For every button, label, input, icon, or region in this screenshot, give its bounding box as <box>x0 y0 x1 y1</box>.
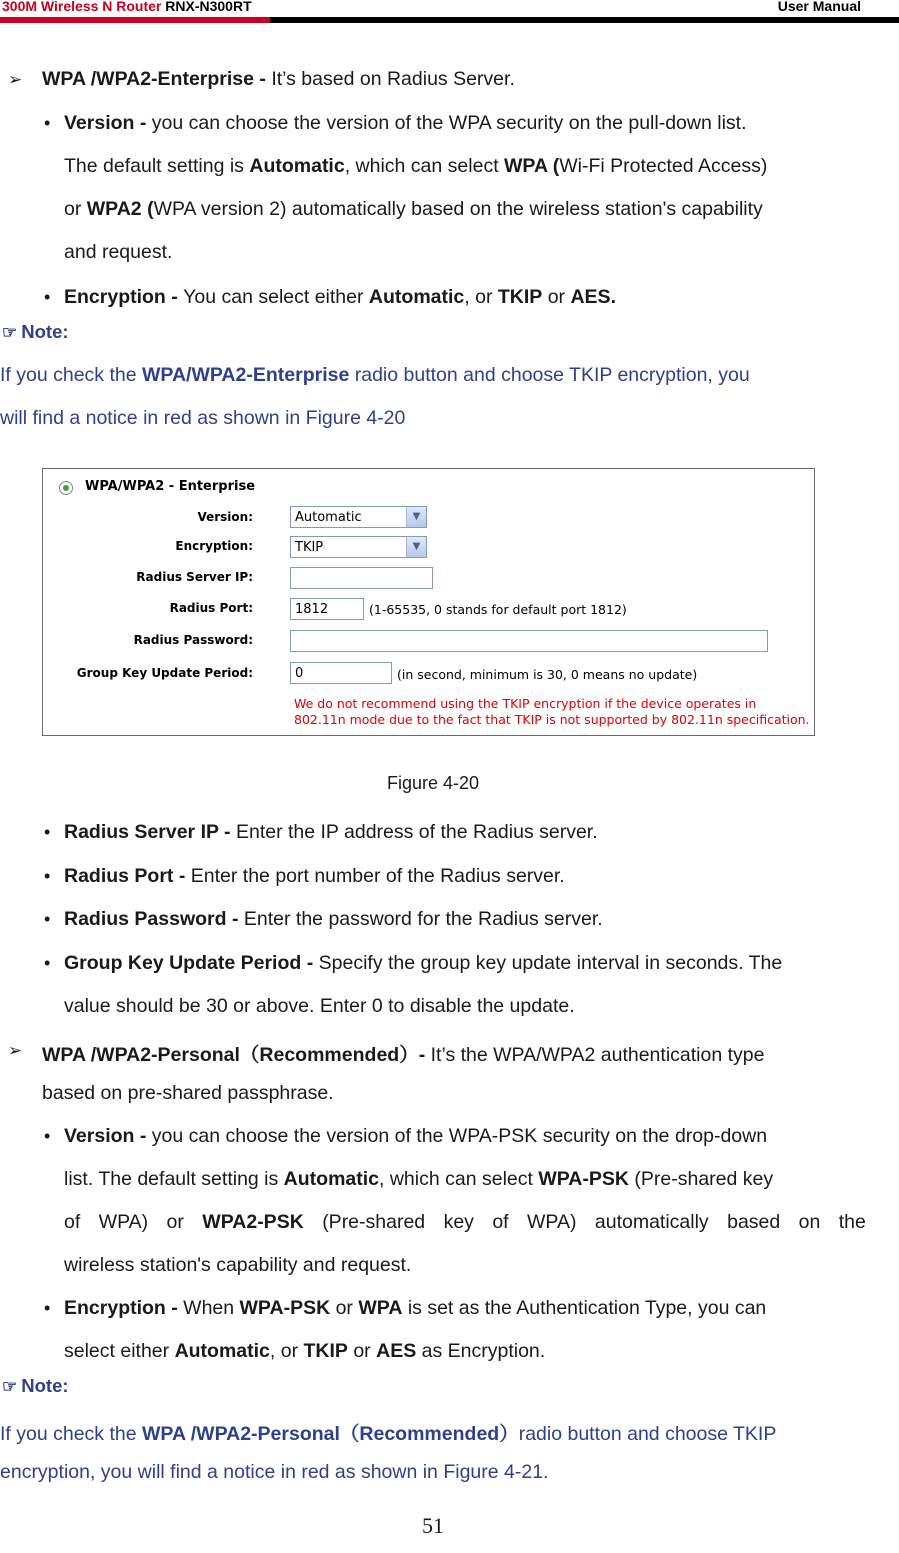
group-key-hint: (in second, minimum is 30, 0 means no update) <box>397 667 698 682</box>
version-para-line1: Version - you can choose the version of the WPA security on the pull-down list. <box>64 112 747 134</box>
wpa-enterprise-radio[interactable] <box>59 481 73 495</box>
header-product: 300M Wireless N Router RNX-N300RT <box>2 0 252 14</box>
radius-password-para: Radius Password - Enter the password for the Radius server. <box>64 908 603 930</box>
page-header <box>0 0 899 24</box>
bullet-icon: • <box>44 1298 51 1318</box>
psk-version-para-line2: list. The default setting is Automatic, which can select WPA-PSK (Pre-shared key <box>64 1168 774 1190</box>
psk-encryption-para-line1: Encryption - When WPA-PSK or WPA is set as the Authentication Type, you can <box>64 1297 767 1319</box>
bullet-icon: • <box>44 953 51 973</box>
figure-title: WPA/WPA2 - Enterprise <box>85 479 256 494</box>
section-heading-personal-line2: based on pre-shared passphrase. <box>42 1082 334 1104</box>
radius-password-label: Radius Password: <box>133 633 253 647</box>
tkip-warning-line2: 802.11n mode due to the fact that TKIP is not supported by 802.11n specification. <box>294 712 810 727</box>
group-key-input[interactable]: 0 <box>290 662 392 684</box>
tkip-warning-line1: We do not recommend using the TKIP encryption if the device operates in <box>294 696 757 711</box>
section-heading-personal: WPA /WPA2-Personal（Recommended）- It’s the WPA/WPA2 authentication type <box>42 1044 765 1066</box>
note-label: ☞ Note: <box>2 1375 69 1396</box>
note-label: ☞ Note: <box>2 321 69 342</box>
header-rule <box>0 17 899 23</box>
encryption-label: Encryption: <box>175 539 253 553</box>
header-manual: User Manual <box>777 0 861 14</box>
bullet-icon: • <box>44 822 51 842</box>
psk-version-para-line4: wireless station's capability and request. <box>64 1254 412 1276</box>
page-number: 51 <box>422 1513 444 1538</box>
bullet-icon: • <box>44 866 51 886</box>
psk-version-para-line3: of WPA) or WPA2-PSK (Pre-shared key of WPA) automatically based on the <box>64 1211 866 1233</box>
version-label: Version: <box>197 510 253 524</box>
bullet-icon: • <box>44 113 51 133</box>
note2-text-line2: encryption, you will find a notice in red as shown in Figure 4-21. <box>0 1461 549 1483</box>
radius-port-hint: (1-65535, 0 stands for default port 1812) <box>369 602 627 617</box>
radius-ip-input[interactable] <box>290 567 433 589</box>
radius-port-para: Radius Port - Enter the port number of the Radius server. <box>64 865 565 887</box>
radius-password-input[interactable] <box>290 630 768 652</box>
arrow-bullet-icon: ➢ <box>8 70 23 89</box>
radius-port-input[interactable]: 1812 <box>290 598 364 620</box>
chevron-down-icon: ▼ <box>406 537 426 557</box>
figure-caption: Figure 4-20 <box>386 773 480 793</box>
radius-ip-para: Radius Server IP - Enter the IP address of the Radius server. <box>64 821 598 843</box>
version-para-line4: and request. <box>64 241 173 263</box>
bullet-icon: • <box>44 287 51 307</box>
psk-version-para-line1: Version - you can choose the version of the WPA-PSK security on the drop-down <box>64 1125 768 1147</box>
group-key-para-line1: Group Key Update Period - Specify the group key update interval in seconds. The <box>64 952 783 974</box>
group-key-para-line2: value should be 30 or above. Enter 0 to disable the update. <box>64 995 575 1017</box>
note-text-line2: will find a notice in red as shown in Figure 4-20 <box>0 407 406 429</box>
bullet-icon: • <box>44 909 51 929</box>
figure-screenshot-enterprise <box>42 468 815 736</box>
encryption-select[interactable]: TKIP ▼ <box>290 536 427 558</box>
bullet-icon: • <box>44 1126 51 1146</box>
chevron-down-icon: ▼ <box>406 507 426 527</box>
encryption-para: Encryption - You can select either Automatic, or TKIP or AES. <box>64 286 616 308</box>
version-para-line3: or WPA2 (WPA version 2) automatically based on the wireless station's capability <box>64 198 763 220</box>
radius-ip-label: Radius Server IP: <box>136 570 253 584</box>
section-heading-enterprise: WPA /WPA2-Enterprise - It’s based on Radius Server. <box>42 68 515 90</box>
group-key-label: Group Key Update Period: <box>76 666 253 680</box>
radius-port-label: Radius Port: <box>169 601 253 615</box>
note2-text-line1: If you check the WPA /WPA2-Personal（Recommended）radio button and choose TKIP <box>0 1423 777 1445</box>
arrow-bullet-icon: ➢ <box>8 1041 23 1060</box>
version-para-line2: The default setting is Automatic, which can select WPA (Wi-Fi Protected Access) <box>64 155 768 177</box>
pointing-hand-icon: ☞ <box>2 1377 18 1396</box>
note-text-line1: If you check the WPA/WPA2-Enterprise radio button and choose TKIP encryption, you <box>0 364 750 386</box>
pointing-hand-icon: ☞ <box>2 323 18 342</box>
psk-encryption-para-line2: select either Automatic, or TKIP or AES as Encryption. <box>64 1340 546 1362</box>
version-select[interactable]: Automatic ▼ <box>290 506 427 528</box>
